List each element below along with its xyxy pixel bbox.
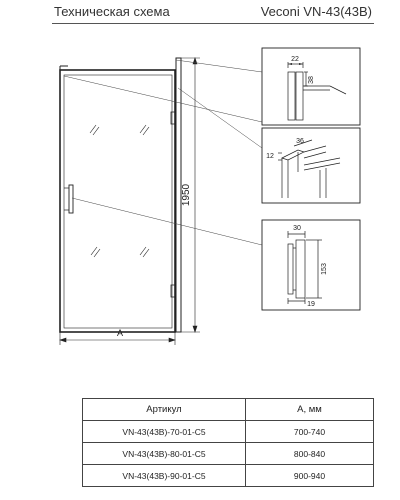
detail-mid-dim-b: 12: [266, 153, 274, 160]
door-handle[interactable]: [69, 185, 73, 213]
table-row: [83, 443, 374, 465]
table-cell-size: 800-840: [246, 443, 374, 465]
table-cell-article: VN-43(43B)-70-01-C5: [83, 421, 246, 443]
glass-reflections: [90, 125, 149, 257]
table-cell-article: VN-43(43B)-90-01-C5: [83, 465, 246, 487]
table-cell-size: 700-740: [246, 421, 374, 443]
table-cell-article: VN-43(43B)-80-01-C5: [83, 443, 246, 465]
page-title: Техническая схема: [54, 4, 170, 19]
detail-handle-dim-c: 19: [307, 301, 315, 308]
detail-handle-dim-b: 153: [321, 263, 328, 275]
detail-top-dim-a: 22: [291, 56, 299, 63]
table-cell-size: 900-940: [246, 465, 374, 487]
door-glass: [64, 75, 172, 328]
table-header-row: [83, 399, 374, 421]
table-header-cell: А, мм: [246, 399, 374, 421]
table-row: [83, 421, 374, 443]
detail-handle-dim-a: 30: [293, 225, 301, 232]
table-header-cell: Артикул: [83, 399, 246, 421]
detail-top-profile: [262, 48, 360, 125]
width-label: A: [116, 328, 124, 338]
detail-mid-dim-a: 36: [296, 138, 304, 145]
detail-top-dim-b: 38: [308, 76, 315, 84]
detail-handle: [262, 220, 360, 310]
height-label: 1950: [181, 183, 192, 207]
leader-lines: [64, 60, 262, 245]
spec-table: [82, 398, 374, 487]
detail-mid-profile: [262, 128, 360, 203]
model-name: Veconi VN-43(43B): [260, 4, 372, 19]
table-row: [83, 465, 374, 487]
door-frame: [60, 70, 175, 332]
